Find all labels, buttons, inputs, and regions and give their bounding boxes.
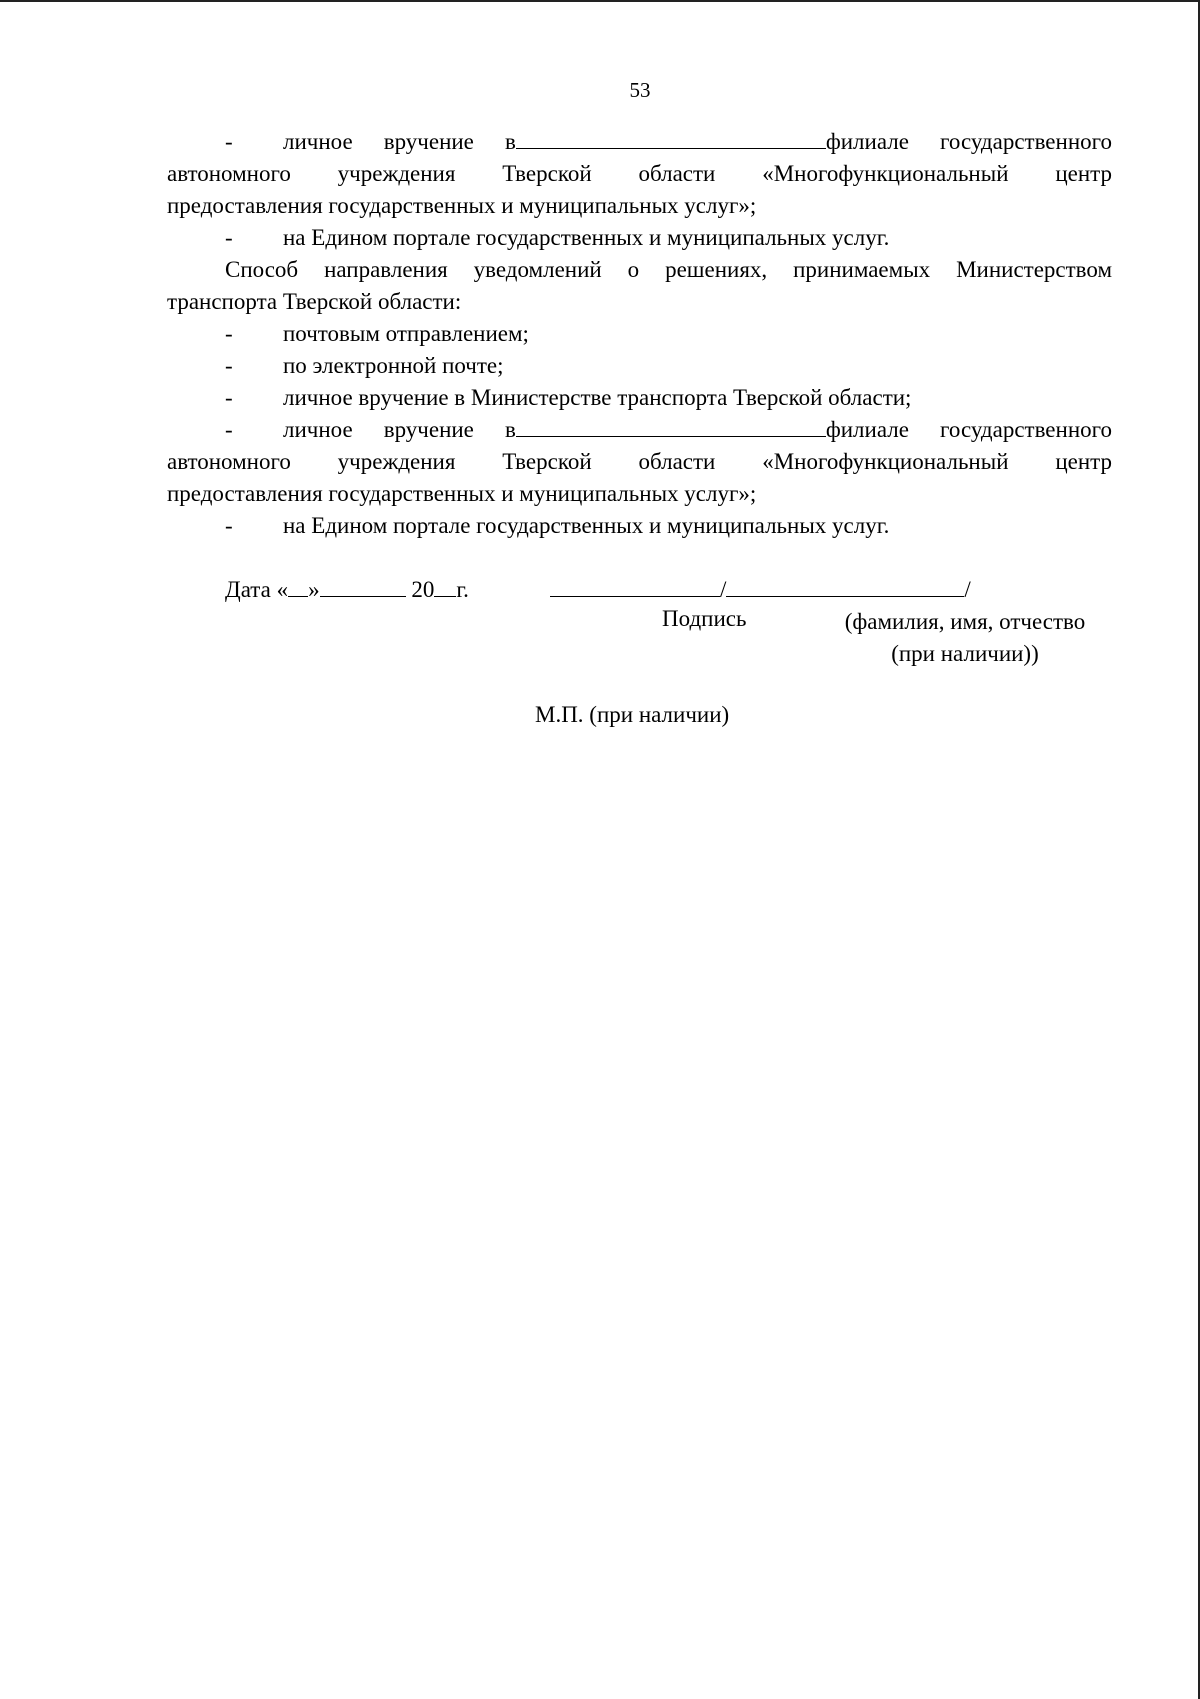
list-item: - на Едином портале государственных и муниципальных услуг.: [225, 513, 890, 538]
list-item: - почтовым отправлением;: [225, 321, 529, 346]
list-item: - личное вручение в филиале государственного: [167, 126, 1112, 158]
month-blank: [320, 574, 406, 597]
document-body: [167, 126, 1112, 542]
signature-block: [225, 574, 1125, 666]
paragraph-heading: Способ направления уведомлений о решениях, принимаемых Министерством: [225, 257, 1112, 282]
year-blank: [434, 574, 456, 597]
blank-field: [516, 126, 826, 149]
blank-field: [516, 414, 826, 437]
list-item: - на Едином портале государственных и муниципальных услуг.: [225, 225, 890, 250]
text-line: автономного учреждения Тверской области «Многофункциональный центр: [167, 449, 1112, 474]
list-item: - личное вручение в Министерстве транспорта Тверской области;: [225, 385, 912, 410]
signature-label: Подпись: [662, 606, 747, 631]
day-blank: [288, 574, 308, 597]
signature-blank: [550, 574, 720, 597]
page-number: 53: [629, 78, 651, 102]
page-top-border: [0, 0, 1200, 2]
fio-blank: [726, 574, 964, 597]
fio-label: (фамилия, имя, отчество (при наличии)): [844, 609, 1086, 666]
signature-line: / /: [550, 574, 971, 603]
text-line: транспорта Тверской области:: [167, 289, 462, 314]
text-line: предоставления государственных и муниципальных услуг»;: [167, 481, 757, 506]
list-item: - по электронной почте;: [225, 353, 504, 378]
text-line: предоставления государственных и муниципальных услуг»;: [167, 193, 757, 218]
date-field: Дата « » 20 г.: [225, 574, 469, 603]
stamp-label: М.П. (при наличии): [535, 702, 730, 727]
text-line: автономного учреждения Тверской области «Многофункциональный центр: [167, 161, 1112, 186]
list-item: - личное вручение в филиале государственного: [167, 414, 1112, 446]
